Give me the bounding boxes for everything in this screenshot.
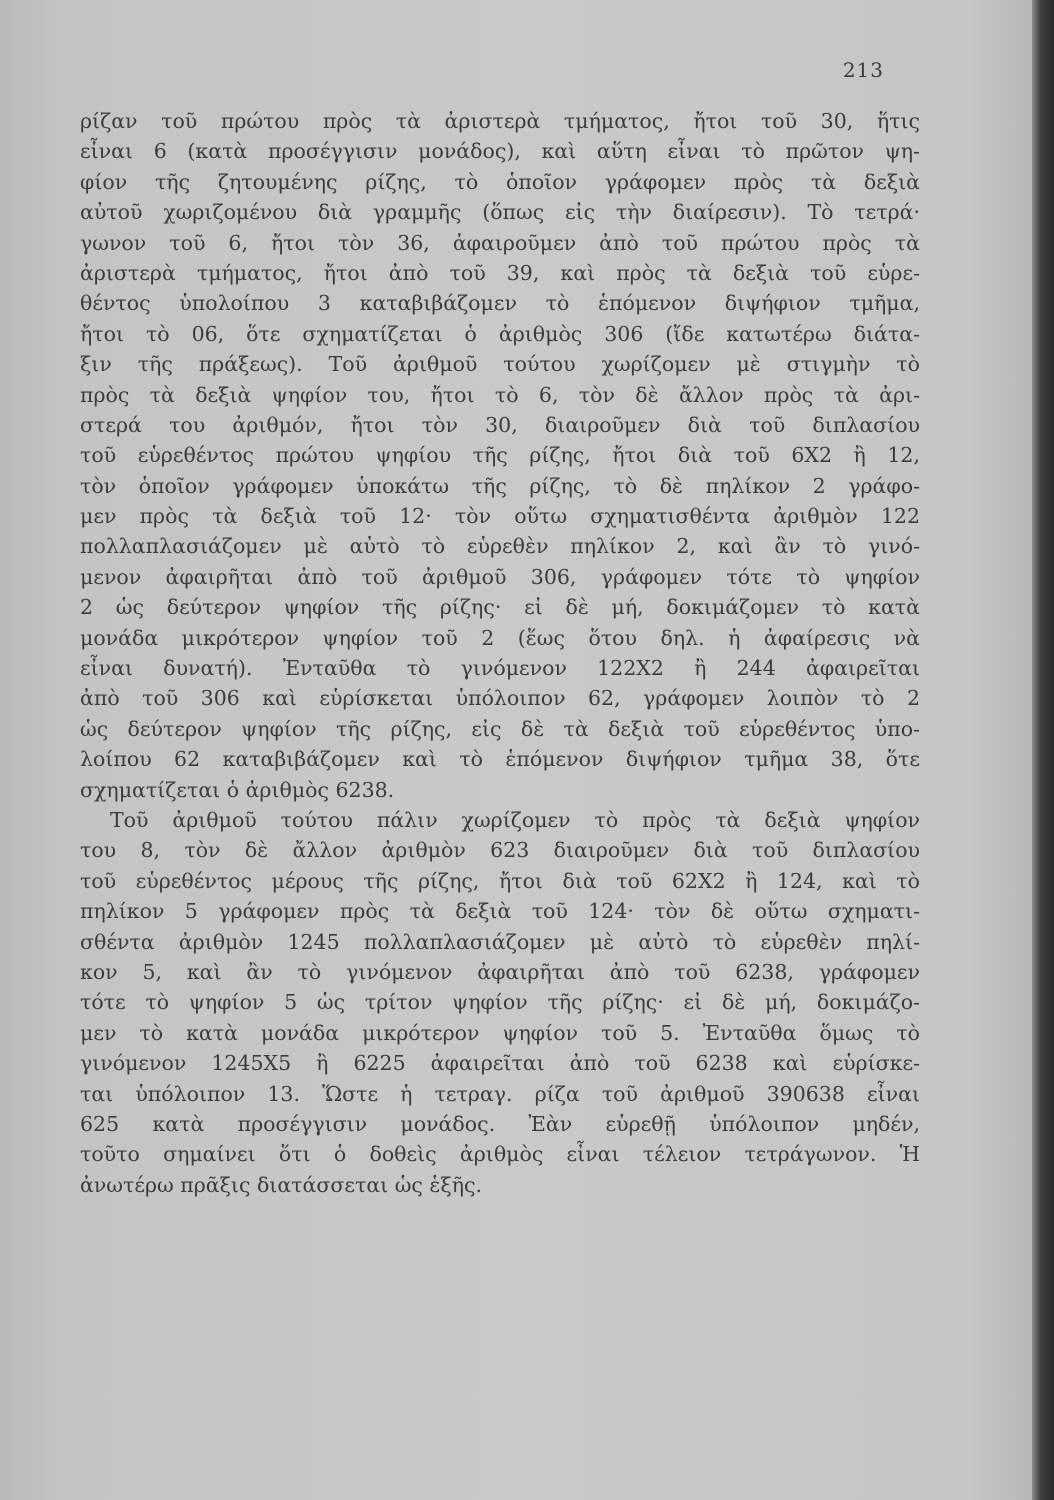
text-line: ξιν τῆς πράξεως). Τοῦ ἀριθμοῦ τούτου χωρίζομεν μὲ στιγμὴν τὸ	[80, 352, 920, 377]
text-line: ἀριστερὰ τμήματος, ἤτοι ἀπὸ τοῦ 39, καὶ πρὸς τὰ δεξιὰ τοῦ εὑρε-	[80, 260, 920, 285]
text-line: Τοῦ ἀριθμοῦ τούτου πάλιν χωρίζομεν τὸ πρὸς τὰ δεξιὰ ψηφίον	[110, 807, 920, 832]
text-line: μενον ἀφαιρῆται ἀπὸ τοῦ ἀριθμοῦ 306, γράφομεν τότε τὸ ψηφίον	[80, 564, 920, 589]
text-line: πολλαπλασιάζομεν μὲ αὐτὸ τὸ εὑρεθὲν πηλίκον 2, καὶ ἂν τὸ γινό-	[80, 534, 920, 559]
text-line: εἶναι δυνατή). Ἐνταῦθα τὸ γινόμενον 122X2 ἢ 244 ἀφαιρεῖται	[80, 656, 920, 681]
text-line: τὸν ὁποῖον γράφομεν ὑποκάτω τῆς ρίζης, τὸ δὲ πηλίκον 2 γράφο-	[80, 473, 920, 498]
body-text	[80, 106, 920, 1200]
text-line: του 8, τὸν δὲ ἄλλον ἀριθμὸν 623 διαιροῦμεν διὰ τοῦ διπλασίου	[80, 838, 920, 863]
text-line: σθέντα ἀριθμὸν 1245 πολλαπλασιάζομεν μὲ αὐτὸ τὸ εὑρεθὲν πηλί-	[80, 929, 920, 954]
text-line: γωνον τοῦ 6, ἤτοι τὸν 36, ἀφαιροῦμεν ἀπὸ τοῦ πρώτου πρὸς τὰ	[80, 230, 920, 255]
paragraph-2	[80, 805, 920, 1200]
text-line: 625 κατὰ προσέγγισιν μονάδος. Ἐὰν εὑρεθῇ ὑπόλοιπον μηδέν,	[80, 1111, 920, 1136]
text-line: στερά του ἀριθμόν, ἤτοι τὸν 30, διαιροῦμεν διὰ τοῦ διπλασίου	[80, 412, 920, 437]
text-line: ρίζαν τοῦ πρώτου πρὸς τὰ ἀριστερὰ τμήματος, ἤτοι τοῦ 30, ἥτις	[80, 109, 920, 133]
text-line: λοίπου 62 καταβιβάζομεν καὶ τὸ ἑπόμενον διψήφιον τμῆμα 38, ὅτε	[80, 747, 920, 772]
text-line: ἀνωτέρω πρᾶξις διατάσσεται ὡς ἑξῆς.	[80, 1172, 483, 1197]
text-line: κον 5, καὶ ἂν τὸ γινόμενον ἀφαιρῆται ἀπὸ τοῦ 6238, γράφομεν	[80, 959, 920, 984]
text-line: πηλίκον 5 γράφομεν πρὸς τὰ δεξιὰ τοῦ 124· τὸν δὲ οὕτω σχηματι-	[80, 899, 920, 924]
text-line: αὐτοῦ χωριζομένου διὰ γραμμῆς (ὅπως εἰς τὴν διαίρεσιν). Τὸ τετρά·	[80, 200, 920, 225]
text-line: πρὸς τὰ δεξιὰ ψηφίον του, ἤτοι τὸ 6, τὸν δὲ ἄλλον πρὸς τὰ ἀρι-	[80, 382, 920, 407]
text-line: φίον τῆς ζητουμένης ρίζης, τὸ ὁποῖον γράφομεν πρὸς τὰ δεξιὰ	[80, 169, 920, 194]
text-line: μεν τὸ κατὰ μονάδα μικρότερον ψηφίον τοῦ 5. Ἐνταῦθα ὅμως τὸ	[80, 1020, 920, 1045]
text-line: ται ὑπόλοιπον 13. Ὥστε ἡ τετραγ. ρίζα τοῦ ἀριθμοῦ 390638 εἶναι	[80, 1081, 920, 1106]
text-line: γινόμενον 1245X5 ἢ 6225 ἀφαιρεῖται ἀπὸ τοῦ 6238 καὶ εὑρίσκε-	[80, 1051, 920, 1076]
text-line: τοῦ εὑρεθέντος πρώτου ψηφίου τῆς ρίζης, ἤτοι διὰ τοῦ 6X2 ἢ 12,	[80, 443, 920, 468]
page-number: 213	[842, 58, 884, 82]
book-edge-shadow	[1032, 0, 1054, 1500]
text-line: τοῦ εὑρεθέντος μέρους τῆς ρίζης, ἤτοι διὰ τοῦ 62X2 ἢ 124, καὶ τὸ	[80, 868, 920, 893]
text-line: ἀπὸ τοῦ 306 καὶ εὑρίσκεται ὑπόλοιπον 62, γράφομεν λοιπὸν τὸ 2	[80, 686, 920, 711]
text-line: ἤτοι τὸ 06, ὅτε σχηματίζεται ὁ ἀριθμὸς 306 (ἴδε κατωτέρω διάτα-	[80, 321, 920, 346]
text-line: θέντος ὑπολοίπου 3 καταβιβάζομεν τὸ ἑπόμενον διψήφιον τμῆμα,	[80, 291, 920, 316]
text-line: τοῦτο σημαίνει ὅτι ὁ δοθεὶς ἀριθμὸς εἶναι τέλειον τετράγωνον. Ἡ	[80, 1142, 920, 1167]
text-line: μεν πρὸς τὰ δεξιὰ τοῦ 12· τὸν οὕτω σχηματισθέντα ἀριθμὸν 122	[80, 504, 920, 529]
text-line: σχηματίζεται ὁ ἀριθμὸς 6238.	[80, 777, 395, 802]
text-line: 2 ὡς δεύτερον ψηφίον τῆς ρίζης· εἰ δὲ μή, δοκιμάζομεν τὸ κατὰ	[80, 595, 920, 620]
text-line: μονάδα μικρότερον ψηφίον τοῦ 2 (ἕως ὅτου δηλ. ἡ ἀφαίρεσις νὰ	[80, 625, 920, 650]
text-line: εἶναι 6 (κατὰ προσέγγισιν μονάδος), καὶ αὕτη εἶναι τὸ πρῶτον ψη-	[80, 139, 920, 164]
text-line: τότε τὸ ψηφίον 5 ὡς τρίτον ψηφίον τῆς ρίζης· εἰ δὲ μή, δοκιμάζο-	[80, 990, 920, 1015]
text-line: ὡς δεύτερον ψηφίον τῆς ρίζης, εἰς δὲ τὰ δεξιὰ τοῦ εὑρεθέντος ὑπο-	[80, 716, 920, 741]
paragraph-1	[80, 106, 920, 805]
